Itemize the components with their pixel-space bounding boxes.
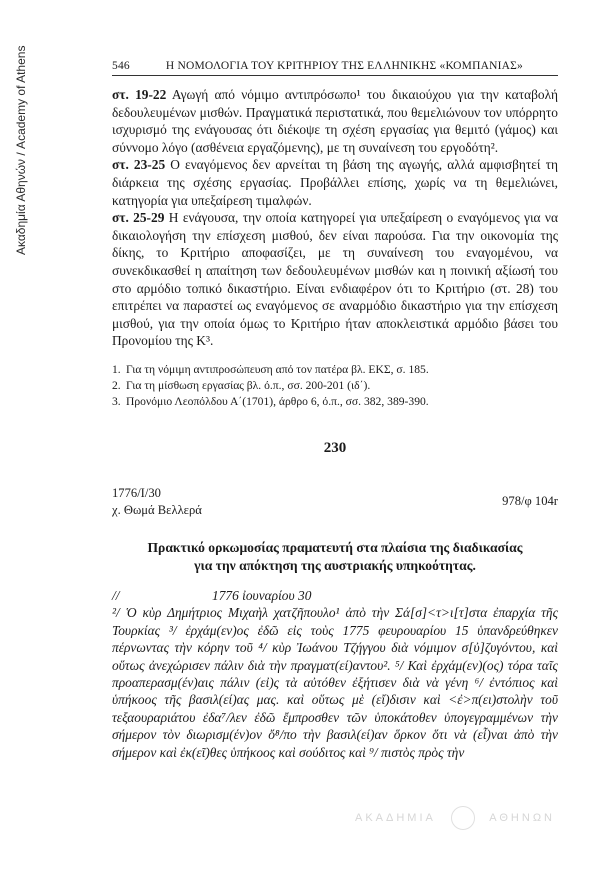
transcription bbox=[112, 587, 558, 761]
footnotes bbox=[112, 362, 558, 410]
line-marker: // bbox=[112, 587, 120, 603]
stamp-text: ΑΘΗΝΩΝ bbox=[489, 812, 555, 824]
footnote-text: Για τη μίσθωση εργασίας βλ. ό.π., σσ. 200-201 (ιδ΄). bbox=[126, 378, 371, 392]
commentary-paragraph bbox=[112, 209, 558, 350]
running-head-title: Η ΝΟΜΟΛΟΓΙΑ ΤΟΥ ΚΡΙΤΗΡΙΟΥ ΤΗΣ ΕΛΛΗΝΙΚΗΣ «ΚΟΜΠΑΝΙΑΣ» bbox=[165, 60, 523, 72]
document-title bbox=[112, 539, 558, 575]
stamp-text: ΑΚΑΔΗΜΙΑ bbox=[355, 812, 436, 824]
footnote-text: Για τη νόμιμη αντιπροσώπευση από τον πατέρα βλ. ΕΚΣ, σ. 185. bbox=[126, 362, 429, 376]
commentary-paragraph bbox=[112, 86, 558, 156]
page-number: 546 bbox=[112, 60, 130, 72]
dateline-text: 1776 ἰουναρίου 30 bbox=[212, 587, 312, 603]
document-date: 1776/Ι/30 bbox=[112, 485, 161, 500]
archive-reference: 978/φ 104r bbox=[502, 493, 558, 508]
metadata-left bbox=[112, 485, 202, 519]
footnote bbox=[112, 378, 558, 394]
commentary-paragraph bbox=[112, 156, 558, 209]
footnote-number: 1. bbox=[112, 362, 121, 376]
footnote-number: 3. bbox=[112, 394, 121, 408]
stamp-emblem-icon bbox=[451, 806, 475, 830]
line-reference: στ. 25-29 bbox=[112, 210, 165, 226]
academy-watermark: Ακαδημία Αθηνών / Academy of Athens bbox=[14, 45, 28, 255]
paragraph-text: Αγωγή από νόμιμο αντιπρόσωπο¹ του δικαιούχου για την καταβολή δεδουλευμένων μισθών. Πραγματικά περιστατικά, που θεμελιώνουν τον υπόρρητο ισχυρισμό της ενάγουσας ότι διέκοψε τη σχέση εργασίας για θεμιτό (γάμος) και σύννομο λόγο (ασθένεια εργαζόμενης), με τη συναίνεση του εργοδότη². bbox=[112, 87, 558, 155]
paragraph-text: Η ενάγουσα, την οποία κατηγορεί για υπεξαίρεση ο εναγόμενος για να δικαιολογήση την επίσχεση μισθού, δεν είναι παρούσα. Για την οικονομία της δίκης, το Κριτήριο αποφασίζει, με τη συναίνεση του εναγομένου, να συνεκδικασθεί η απαίτηση των δεδουλευμένων μισθών και η ποινική αξίωσή του στο αρμόδιο τοπικό δικαστήριο. Είναι ενδιαφέρον ότι το Κριτήριο (στ. 28) του επιτρέπει να παραστεί ως εναγόμενος σε αναρμόδιο δικαστήριο για την επίσχεση μισθού, για την οποία όμως το Κριτήριο ήταν αποκλειστικά αρμόδιο βάσει του Προνομίου της Κ³. bbox=[112, 210, 558, 349]
running-head bbox=[112, 60, 558, 76]
document-title-line: για την απόκτηση της αυστριακής υπηκοότητας. bbox=[194, 557, 476, 573]
footnote bbox=[112, 394, 558, 410]
line-reference: στ. 19-22 bbox=[112, 87, 167, 102]
document-scribe: χ. Θωμά Βελλερά bbox=[112, 502, 202, 517]
transcription-dateline bbox=[112, 587, 558, 604]
footnote-number: 2. bbox=[112, 378, 121, 392]
footnote bbox=[112, 362, 558, 378]
document-number: 230 bbox=[323, 439, 347, 456]
paragraph-text: Ο εναγόμενος δεν αρνείται τη βάση της αγωγής, αλλά αμφισβητεί τη διάρκεια της σχέσης εργασίας. Προβάλλει επίσης, χωρίς να τη θεμελιώνει, κατηγορία για υπεξαίρεση τιμαλφών. bbox=[112, 157, 558, 208]
book-page bbox=[112, 60, 558, 761]
transcription-text: ²/ Ὁ κὺρ Δημήτριος Μιχαὴλ χατζῆπουλο¹ ἀπὸ τὴν Σά[σ]<τ>ι[τ]στα ἐπαρχία τῆς Τουρκίας ³/ ἐρχάμ(εν)ος ἐδῶ εἰς τοὺς 1775 φευρουαρίου 15 ὑπανδρεύθηκεν πέρνωντας τὴν κόρην τοῦ ⁴/ κὺρ Ἰωάνου Τζήγγου διὰ νόμιμον σ[ὐ]ζυγόντου, καὶ οὕτως ἀνεχώρισεν πάλιν διὰ τὴν πραγματ(εί)αντου². ⁵/ Καὶ ἐρχάμ(εν)(ος) τόρα ταῖς προαπερασμ(έν)αις πάλιν (εἰ)ς τὰ αὐτόθεν ἐξήτισεν διὰ νὰ γένη ⁶/ ἐντόπιος καὶ ὑπήκοος τῆς βασιλ(εί)ας μας. καὶ οὕτως μὲ (εἴ)δισιν καὶ <ἐ>π(ει)στολὴν τοῦ τεξαουραριάτου ἐδα⁷/λεν ἐδῶ ἔμπροσθεν τῶν ὑποκάτοθεν ὑπογεγραμμένων τὴν σήμερον τὸν διωρισμ(έν)ον ὄ⁸/πο τὴν βασιλ(εί)αν ὅρκον ὅτι νὰ (εἶ)ναι ἀπὸ τὴν σήμερον καὶ ἐκ(εῖ)θες ὑπήκοος καὶ σούδιτος καὶ ⁹/ πιστὸς πρὸς τὴν bbox=[112, 605, 558, 760]
document-metadata bbox=[112, 485, 558, 519]
library-stamp bbox=[355, 808, 555, 828]
line-reference: στ. 23-25 bbox=[112, 157, 166, 173]
document-title-line: Πρακτικό ορκωμοσίας πραματευτή στα πλαίσια της διαδικασίας bbox=[147, 539, 523, 555]
footnote-text: Προνόμιο Λεοπόλδου Α΄(1701), άρθρο 6, ό.π., σσ. 382, 389-390. bbox=[126, 394, 429, 408]
